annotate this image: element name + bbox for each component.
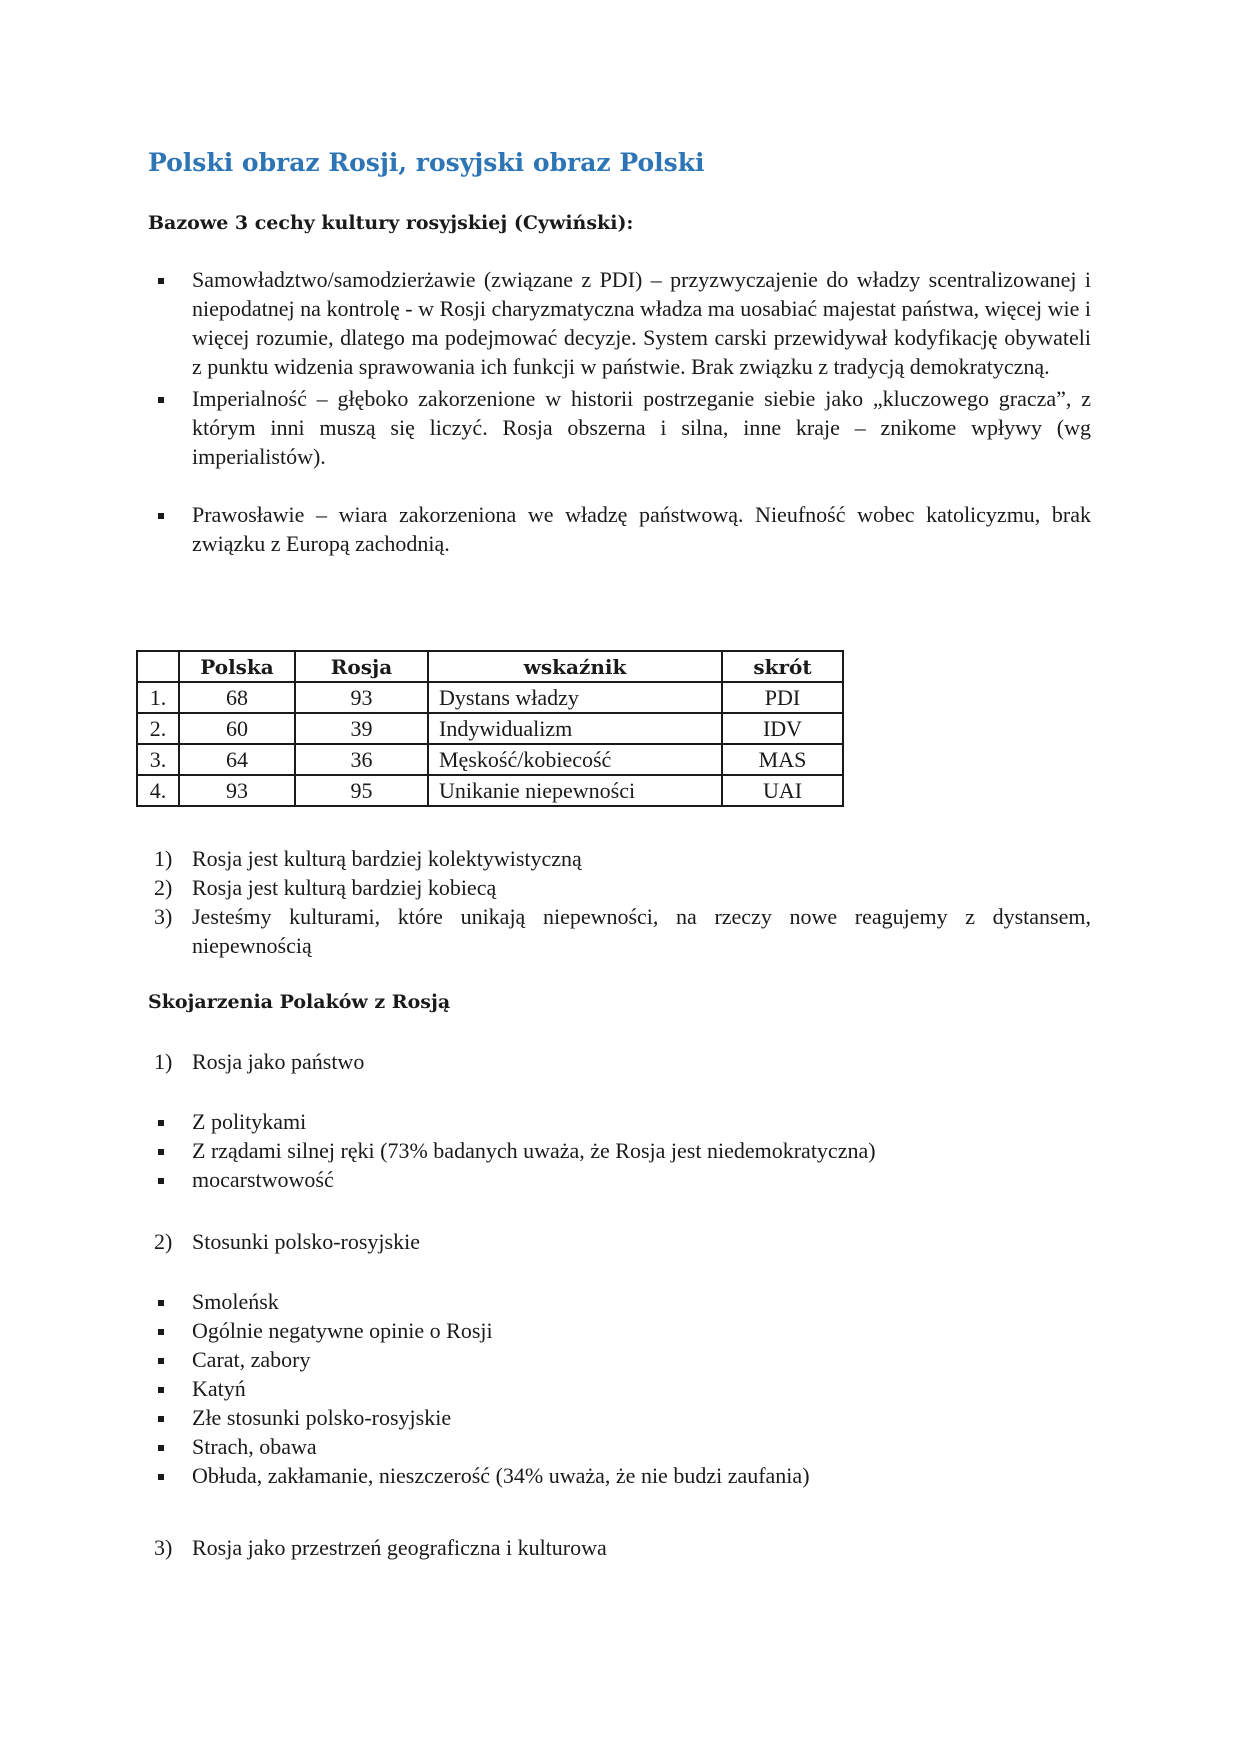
bullet-icon <box>158 1329 164 1335</box>
conclusions-list <box>148 844 1091 960</box>
table-cell: Indywidualizm <box>428 713 722 744</box>
table-cell: 39 <box>295 713 428 744</box>
table-cell: UAI <box>722 775 843 806</box>
list-item: Z rządami silnej ręki (73% badanych uważa, że Rosja jest niedemokratyczna) <box>148 1136 1091 1165</box>
bullet-icon <box>158 1474 164 1480</box>
list-item: Carat, zabory <box>148 1345 1091 1374</box>
list-item: Smoleńsk <box>148 1287 1091 1316</box>
bullet-icon <box>158 1149 164 1155</box>
list-item: 1) Rosja jest kulturą bardziej kolektywistyczną <box>154 846 582 871</box>
section-heading-skojarzenia: Skojarzenia Polaków z Rosją <box>148 991 451 1013</box>
list-item: 2) Stosunki polsko-rosyjskie <box>154 1229 420 1254</box>
table-cell: Unikanie niepewności <box>428 775 722 806</box>
bullet-icon <box>158 397 164 403</box>
cechy-bullet-list <box>148 265 1091 558</box>
table-header-cell: Rosja <box>295 651 428 682</box>
table-cell: 60 <box>179 713 295 744</box>
hofstede-table <box>136 650 844 807</box>
document-title: Polski obraz Rosji, rosyjski obraz Polski <box>148 148 705 177</box>
bullet-icon <box>158 513 164 519</box>
group-label-stosunki <box>148 1227 1091 1256</box>
bullet-icon <box>158 1120 164 1126</box>
table-cell: 95 <box>295 775 428 806</box>
table-cell: 1. <box>137 682 179 713</box>
table-cell: PDI <box>722 682 843 713</box>
table-cell: 93 <box>295 682 428 713</box>
list-item: 2) Rosja jest kulturą bardziej kobiecą <box>154 875 497 900</box>
list-item: Ogólnie negatywne opinie o Rosji <box>148 1316 1091 1345</box>
table-row <box>137 744 843 775</box>
list-item: Imperialność – głęboko zakorzenione w historii postrzeganie siebie jako „kluczowego gracza”, z którym inni muszą się liczyć. Rosja obszerna i silna, inne kraje – znikome wpływy (wg imperialistów). <box>148 384 1091 471</box>
table-cell: 2. <box>137 713 179 744</box>
table-header-cell: skrót <box>722 651 843 682</box>
bullet-icon <box>158 1416 164 1422</box>
bullet-icon <box>158 1445 164 1451</box>
list-item: Katyń <box>148 1374 1091 1403</box>
list-item: Prawosławie – wiara zakorzeniona we władzę państwową. Nieufność wobec katolicyzmu, brak związku z Europą zachodnią. <box>148 500 1091 558</box>
list-item: 3) Rosja jako przestrzeń geograficzna i kulturowa <box>154 1535 607 1560</box>
table-row <box>137 682 843 713</box>
section-heading-cechy: Bazowe 3 cechy kultury rosyjskiej (Cywiński): <box>148 212 634 234</box>
group-label-panstwo <box>148 1047 1091 1076</box>
table-header-cell: wskaźnik <box>428 651 722 682</box>
stosunki-bullet-list <box>148 1287 1091 1490</box>
bullet-icon <box>158 1178 164 1184</box>
table-cell: IDV <box>722 713 843 744</box>
table-cell: MAS <box>722 744 843 775</box>
table-cell: 3. <box>137 744 179 775</box>
list-item: Samowładztwo/samodzierżawie (związane z PDI) – przyzwyczajenie do władzy scentralizowanej i niepodatnej na kontrolę - w Rosji charyzmatyczna władza ma uosabiać majestat państwa, więcej wie i więcej rozumie, dlatego ma podejmować decyzje. System carski przewidywał kodyfikację obywateli z punktu widzenia sprawowania ich funkcji w państwie. Brak związku z tradycją demokratyczną. <box>148 265 1091 381</box>
table-row <box>137 713 843 744</box>
table-row <box>137 775 843 806</box>
table-cell: Męskość/kobiecość <box>428 744 722 775</box>
bullet-icon <box>158 1387 164 1393</box>
list-item: 1) Rosja jako państwo <box>154 1049 365 1074</box>
table-cell: 4. <box>137 775 179 806</box>
panstwo-bullet-list <box>148 1107 1091 1194</box>
group-label-przestrzen <box>148 1533 1091 1562</box>
table-cell: 68 <box>179 682 295 713</box>
bullet-icon <box>158 1358 164 1364</box>
table-header-cell <box>137 651 179 682</box>
table-cell: 64 <box>179 744 295 775</box>
list-item: Strach, obawa <box>148 1432 1091 1461</box>
table-header-row <box>137 651 843 682</box>
list-item: 3) Jesteśmy kulturami, które unikają niepewności, na rzeczy nowe reagujemy z dystansem, niepewnością <box>154 904 1091 958</box>
table-cell: Dystans władzy <box>428 682 722 713</box>
bullet-icon <box>158 278 164 284</box>
list-item: mocarstwowość <box>148 1165 1091 1194</box>
table-header-cell: Polska <box>179 651 295 682</box>
list-item: Z politykami <box>148 1107 1091 1136</box>
table-cell: 93 <box>179 775 295 806</box>
list-item: Złe stosunki polsko-rosyjskie <box>148 1403 1091 1432</box>
bullet-icon <box>158 1300 164 1306</box>
list-item: Obłuda, zakłamanie, nieszczerość (34% uważa, że nie budzi zaufania) <box>148 1461 1091 1490</box>
table-cell: 36 <box>295 744 428 775</box>
